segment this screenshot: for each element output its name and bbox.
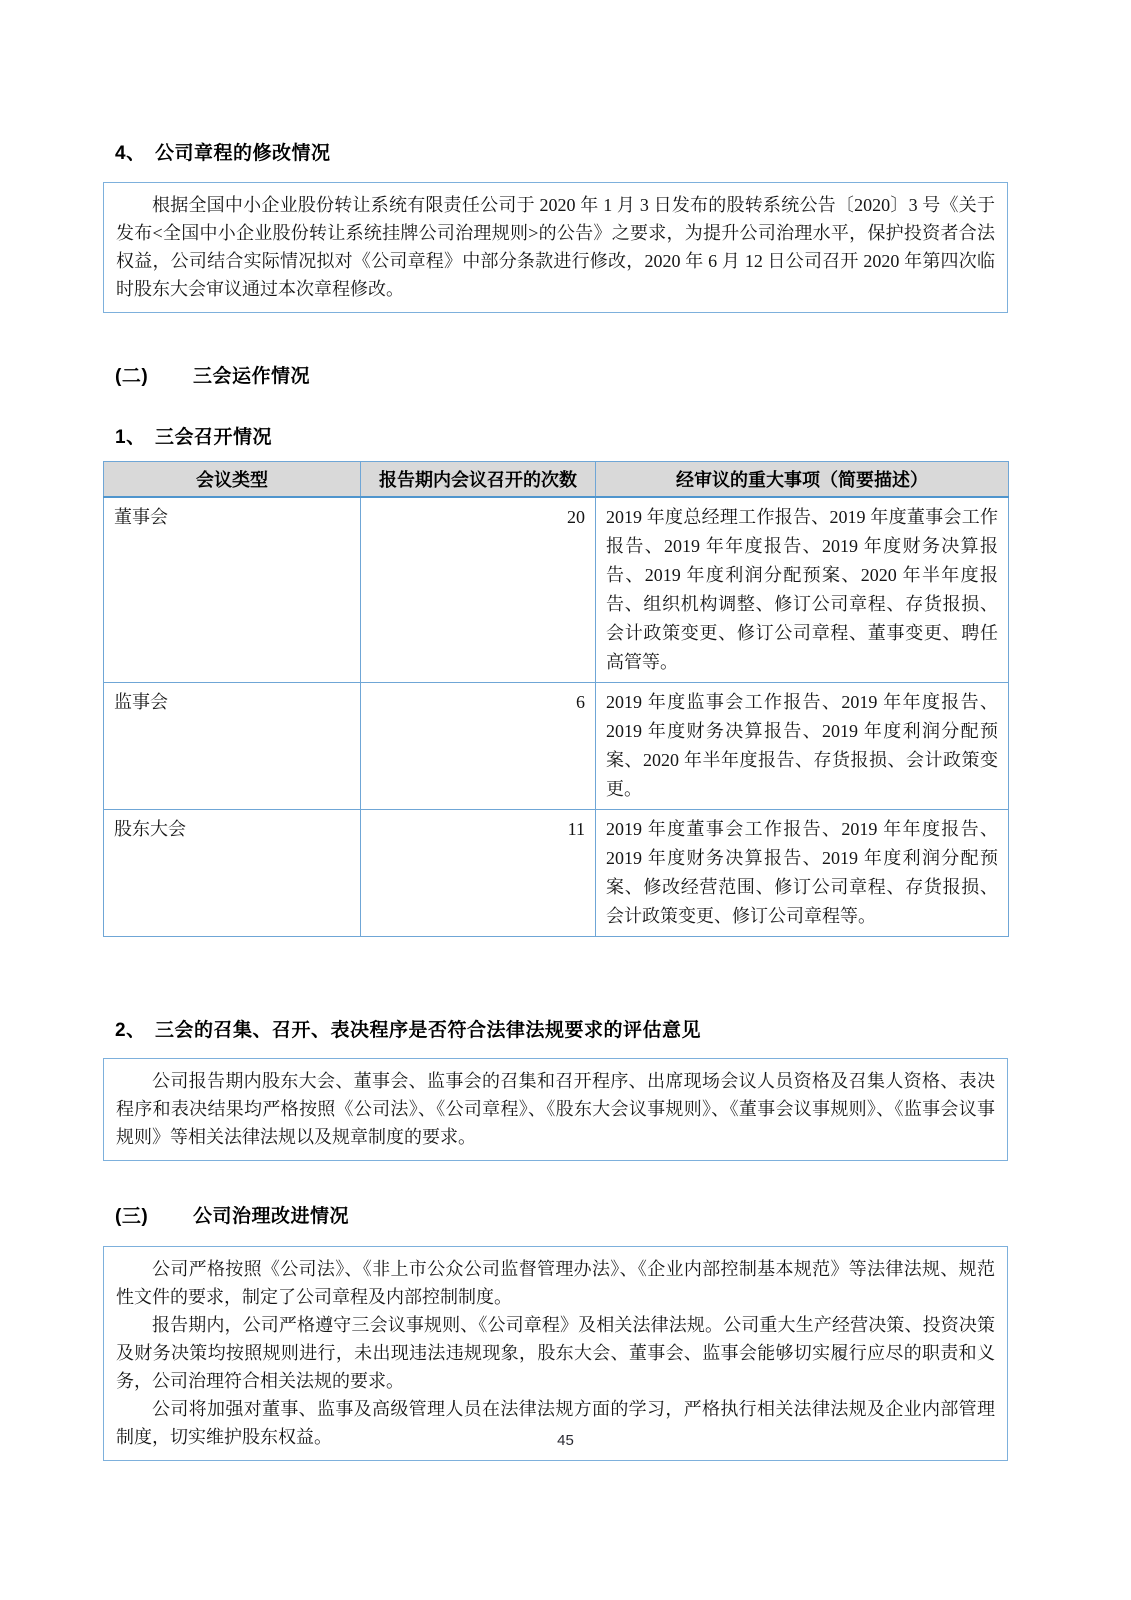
spacer	[103, 165, 1008, 182]
spacer	[103, 388, 1008, 422]
spacer	[103, 1042, 1008, 1058]
heading-section-two-title: 三会运作情况	[193, 366, 311, 387]
heading-sub1-label: 1、	[115, 427, 146, 448]
table-row	[104, 810, 1009, 937]
sub2-paragraph: 公司报告期内股东大会、董事会、监事会的召集和召开程序、出席现场会议人员资格及召集人资格、表决程序和表决结果均严格按照《公司法》、《公司章程》、《股东大会议事规则》、《董事会议事规则》、《监事会议事规则》等相关法律法规以及规章制度的要求。	[116, 1071, 995, 1147]
heading-sub1-title: 三会召开情况	[155, 427, 273, 448]
cell-major-matters: 2019 年度总经理工作报告、2019 年度董事会工作报告、2019 年年度报告、2019 年度财务决算报告、2019 年度利润分配预案、2020 年半年度报告、组织机构调整、修订公司章程、存货报损、会计政策变更、修订公司章程、董事变更、聘任高管等。	[596, 497, 1009, 683]
section-three-paragraph-2: 报告期内，公司严格遵守三会议事规则、《公司章程》及相关法律法规。公司重大生产经营决策、投资决策及财务决策均按照规则进行，未出现违法违规现象，股东大会、董事会、监事会能够切实履行应尽的职责和义务，公司治理符合相关法规的要求。	[116, 1315, 995, 1391]
cell-meeting-type: 董事会	[104, 497, 361, 683]
section4-textbox	[103, 182, 1008, 313]
table-row	[104, 497, 1009, 683]
heading-section-three	[103, 1201, 1008, 1228]
column-header-meeting-type: 会议类型	[104, 462, 361, 498]
section-three-paragraph-1: 公司严格按照《公司法》、《非上市公众公司监督管理办法》、《企业内部控制基本规范》等法律法规、规范性文件的要求，制定了公司章程及内部控制制度。	[116, 1259, 995, 1307]
heading-sub2	[103, 1015, 1008, 1042]
sub2-textbox	[103, 1058, 1008, 1161]
cell-major-matters: 2019 年度董事会工作报告、2019 年年度报告、2019 年度财务决算报告、2019 年度利润分配预案、修改经营范围、修订公司章程、存货报损、会计政策变更、修订公司章程等。	[596, 810, 1009, 937]
meeting-table	[103, 461, 1009, 937]
heading-section-three-label: (三)	[115, 1206, 149, 1227]
heading-section4-label: 4、	[115, 143, 146, 164]
cell-major-matters: 2019 年度监事会工作报告、2019 年年度报告、2019 年度财务决算报告、2019 年度利润分配预案、2020 年半年度报告、存货报损、会计政策变更。	[596, 683, 1009, 810]
spacer	[103, 449, 1008, 461]
column-header-major-matters: 经审议的重大事项（简要描述）	[596, 462, 1009, 498]
heading-sub2-title: 三会的召集、召开、表决程序是否符合法律法规要求的评估意见	[155, 1020, 702, 1041]
document-content	[103, 138, 1008, 1461]
spacer	[103, 1228, 1008, 1246]
cell-meeting-count: 6	[361, 683, 596, 810]
heading-sub2-label: 2、	[115, 1020, 146, 1041]
cell-meeting-count: 20	[361, 497, 596, 683]
column-header-meeting-count: 报告期内会议召开的次数	[361, 462, 596, 498]
section-three-textbox	[103, 1246, 1008, 1461]
heading-section-three-title: 公司治理改进情况	[193, 1206, 350, 1227]
cell-meeting-type: 股东大会	[104, 810, 361, 937]
heading-section4	[103, 138, 1008, 165]
cell-meeting-count: 11	[361, 810, 596, 937]
heading-section-two-label: (二)	[115, 366, 149, 387]
spacer	[103, 937, 1008, 1015]
section-three-paragraph-3: 公司将加强对董事、监事及高级管理人员在法律法规方面的学习，严格执行相关法律法规及企业内部管理制度，切实维护股东权益。	[116, 1399, 995, 1447]
spacer	[103, 313, 1008, 361]
section4-paragraph: 根据全国中小企业股份转让系统有限责任公司于 2020 年 1 月 3 日发布的股转系统公告〔2020〕3 号《关于发布<全国中小企业股份转让系统挂牌公司治理规则>的公告》之要求，为提升公司治理水平，保护投资者合法权益，公司结合实际情况拟对《公司章程》中部分条款进行修改，2020 年 6 月 12 日公司召开 2020 年第四次临时股东大会审议通过本次章程修改。	[116, 195, 995, 299]
table-row	[104, 683, 1009, 810]
heading-sub1	[103, 422, 1008, 449]
heading-section-two	[103, 361, 1008, 388]
heading-section4-title: 公司章程的修改情况	[155, 143, 331, 164]
page-number: 45	[557, 1432, 574, 1449]
meeting-table-header-row	[104, 462, 1009, 498]
spacer	[103, 1161, 1008, 1201]
cell-meeting-type: 监事会	[104, 683, 361, 810]
